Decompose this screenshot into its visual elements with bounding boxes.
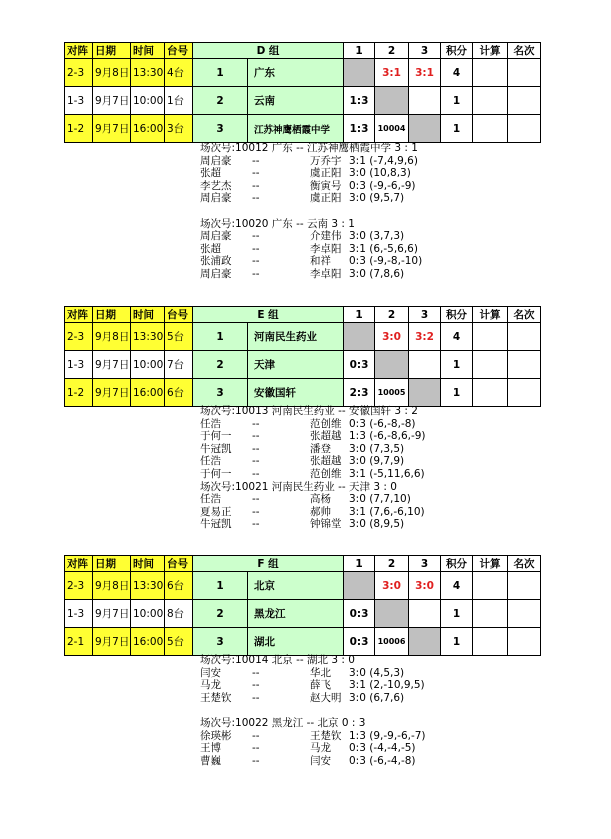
match-line [200, 192, 418, 205]
team-rank [508, 59, 541, 87]
header-time: 时间 [131, 43, 165, 59]
match-header: 场次号:10013 河南民生药业 -- 安徽国轩 3 : 2 [200, 405, 418, 417]
player-b: 张超越 [310, 455, 342, 468]
row-time: 13:30 [131, 323, 165, 351]
team-points: 4 [441, 572, 473, 600]
score-self [344, 59, 375, 87]
versus-dash: -- [252, 167, 260, 180]
player-a: 闫安 [200, 666, 221, 679]
match-header: 场次号:10022 黑龙江 -- 北京 0 : 3 [200, 716, 366, 729]
match-line [200, 505, 425, 519]
team-calc [473, 87, 508, 115]
team-number: 1 [193, 59, 248, 87]
player-b: 和祥 [310, 255, 331, 268]
team-calc [473, 379, 508, 407]
score-vs-3 [409, 87, 441, 115]
player-b: 马龙 [310, 742, 331, 755]
game-score: 3:1 (6,-5,6,6) [349, 242, 418, 255]
team-points: 1 [441, 87, 473, 115]
match-header: 场次号:10021 河南民生药业 -- 天津 3 : 0 [200, 480, 397, 493]
versus-dash: -- [252, 230, 260, 243]
row-date: 9月7日 [93, 351, 131, 379]
match-line [200, 443, 418, 456]
match-header: 场次号:10014 北京 -- 湖北 3 : 0 [200, 654, 355, 666]
team-calc [473, 572, 508, 600]
group-f-table-container [64, 555, 540, 656]
header-calc: 计算 [473, 43, 508, 59]
team-calc [473, 59, 508, 87]
player-a: 周启豪 [200, 267, 232, 280]
versus-dash: -- [252, 505, 260, 518]
score-vs-2: 3:1 [375, 59, 409, 87]
versus-dash: -- [252, 679, 260, 692]
header-date: 日期 [93, 307, 131, 323]
game-score: 3:0 (9,7,9) [349, 455, 405, 468]
match-line [200, 493, 418, 506]
team-number: 3 [193, 379, 248, 407]
player-b: 华北 [310, 666, 331, 679]
versus-dash: -- [252, 666, 260, 679]
match-line [200, 418, 418, 431]
row-time: 10:00 [131, 600, 165, 628]
player-b: 潘登 [310, 442, 331, 455]
player-b: 闫安 [310, 754, 331, 767]
header-table: 台号 [165, 307, 193, 323]
group-e-table [64, 306, 541, 407]
team-row [65, 572, 541, 600]
header-col-3: 3 [409, 556, 441, 572]
match-header: 场次号:10012 广东 -- 江苏神鹰栖霞中学 3 : 1 [200, 142, 418, 154]
header-col-1: 1 [344, 307, 375, 323]
team-number: 2 [193, 600, 248, 628]
team-rank [508, 628, 541, 656]
row-table: 8台 [165, 600, 193, 628]
match-line [200, 243, 418, 256]
game-score: 0:3 (-9,-6,-9) [349, 179, 416, 192]
row-vs: 2-3 [65, 572, 93, 600]
team-rank [508, 323, 541, 351]
group-f-table [64, 555, 541, 656]
group-name: E 组 [193, 307, 344, 323]
game-score: 3:0 (7,3,5) [349, 442, 405, 455]
team-name: 广东 [248, 59, 344, 87]
match-line [200, 691, 405, 705]
versus-dash: -- [252, 691, 260, 704]
group-header-row [65, 43, 541, 59]
row-vs: 1-2 [65, 379, 93, 407]
player-a: 牛冠凯 [200, 442, 232, 455]
score-self [344, 323, 375, 351]
team-number: 1 [193, 572, 248, 600]
team-calc [473, 351, 508, 379]
team-row [65, 351, 541, 379]
team-row [65, 379, 541, 407]
player-a: 张超 [200, 167, 221, 180]
team-points: 4 [441, 59, 473, 87]
team-row [65, 59, 541, 87]
header-vs: 对阵 [65, 556, 93, 572]
row-time: 10:00 [131, 351, 165, 379]
game-score: 0:3 (-9,-8,-10) [349, 255, 423, 268]
row-date: 9月7日 [93, 379, 131, 407]
team-number: 1 [193, 323, 248, 351]
spacer [200, 205, 418, 218]
group-e-table-container [64, 306, 540, 407]
team-calc [473, 115, 508, 143]
header-vs: 对阵 [65, 43, 93, 59]
header-rank: 名次 [508, 307, 541, 323]
game-score: 3:1 (2,-10,9,5) [349, 679, 425, 692]
team-name: 河南民生药业 [248, 323, 344, 351]
game-score: 3:1 (-7,4,9,6) [349, 154, 418, 167]
game-score: 3:0 (9,5,7) [349, 192, 405, 205]
versus-dash: -- [252, 430, 260, 443]
match-line [200, 754, 416, 768]
row-table: 4台 [165, 59, 193, 87]
row-table: 6台 [165, 379, 193, 407]
versus-dash: -- [252, 754, 260, 767]
versus-dash: -- [252, 455, 260, 468]
header-col-3: 3 [409, 307, 441, 323]
group-d-table-container [64, 42, 540, 143]
game-score: 3:0 (4,5,3) [349, 666, 405, 679]
match-line [200, 679, 425, 692]
player-a: 徐瑛彬 [200, 729, 232, 742]
team-name: 安徽国轩 [248, 379, 344, 407]
header-calc: 计算 [473, 307, 508, 323]
player-a: 牛冠凯 [200, 518, 232, 531]
score-vs-1: 0:3 [344, 351, 375, 379]
player-a: 曹巍 [200, 754, 221, 767]
score-vs-1: 0:3 [344, 628, 375, 656]
group-header-row [65, 556, 541, 572]
player-b: 介建伟 [310, 230, 342, 243]
team-calc [473, 628, 508, 656]
match-line [200, 230, 418, 243]
team-rank [508, 115, 541, 143]
player-a: 于何一 [200, 467, 232, 480]
player-a: 张超 [200, 242, 221, 255]
row-vs: 1-3 [65, 351, 93, 379]
row-table: 6台 [165, 572, 193, 600]
row-date: 9月7日 [93, 115, 131, 143]
header-time: 时间 [131, 307, 165, 323]
header-table: 台号 [165, 43, 193, 59]
row-time: 13:30 [131, 59, 165, 87]
score-vs-3: 3:1 [409, 59, 441, 87]
score-self [409, 379, 441, 407]
header-rank: 名次 [508, 43, 541, 59]
header-col-1: 1 [344, 556, 375, 572]
row-date: 9月8日 [93, 323, 131, 351]
team-rank [508, 87, 541, 115]
player-b: 王楚钦 [310, 729, 342, 742]
row-date: 9月7日 [93, 628, 131, 656]
team-points: 1 [441, 351, 473, 379]
match-line [200, 455, 418, 468]
match-line [200, 430, 426, 443]
header-calc: 计算 [473, 556, 508, 572]
player-a: 王楚钦 [200, 691, 232, 704]
player-b: 范创维 [310, 467, 342, 480]
score-vs-2: 3:0 [375, 323, 409, 351]
team-points: 4 [441, 323, 473, 351]
game-score: 0:3 (-6,-4,-8) [349, 754, 416, 767]
versus-dash: -- [252, 192, 260, 205]
score-vs-3 [409, 351, 441, 379]
row-time: 16:00 [131, 115, 165, 143]
score-self [375, 87, 409, 115]
team-points: 1 [441, 379, 473, 407]
player-a: 周启豪 [200, 154, 232, 167]
player-b: 李卓阳 [310, 267, 342, 280]
player-a: 周启豪 [200, 192, 232, 205]
group-e-match-details [200, 405, 426, 531]
player-b: 万乔宇 [310, 154, 342, 167]
player-b: 薛飞 [310, 679, 331, 692]
game-score: 3:0 (3,7,3) [349, 230, 405, 243]
score-vs-1: 0:3 [344, 600, 375, 628]
player-a: 周启豪 [200, 230, 232, 243]
team-row [65, 115, 541, 143]
player-a: 任浩 [200, 493, 221, 506]
score-vs-2: 10006 [375, 628, 409, 656]
match-line [200, 180, 418, 193]
header-col-3: 3 [409, 43, 441, 59]
team-number: 2 [193, 351, 248, 379]
score-vs-3 [409, 600, 441, 628]
group-f-match-details [200, 654, 426, 767]
team-name: 江苏神鹰栖霞中学 [248, 115, 344, 143]
score-vs-3: 3:0 [409, 572, 441, 600]
score-self [409, 628, 441, 656]
group-name: D 组 [193, 43, 344, 59]
row-time: 13:30 [131, 572, 165, 600]
row-date: 9月7日 [93, 600, 131, 628]
player-a: 马龙 [200, 679, 221, 692]
match-line [200, 666, 405, 680]
team-name: 湖北 [248, 628, 344, 656]
score-vs-1: 2:3 [344, 379, 375, 407]
header-points: 积分 [441, 43, 473, 59]
row-vs: 1-2 [65, 115, 93, 143]
team-name: 天津 [248, 351, 344, 379]
versus-dash: -- [252, 417, 260, 430]
group-name: F 组 [193, 556, 344, 572]
team-number: 2 [193, 87, 248, 115]
game-score: 3:0 (10,8,3) [349, 167, 411, 180]
player-b: 李卓阳 [310, 242, 342, 255]
match-line [200, 467, 425, 481]
game-score: 0:3 (-6,-8,-8) [349, 417, 416, 430]
player-b: 虞正阳 [310, 192, 342, 205]
game-score: 3:1 (-5,11,6,6) [349, 467, 425, 480]
versus-dash: -- [252, 518, 260, 531]
row-date: 9月8日 [93, 572, 131, 600]
team-points: 1 [441, 600, 473, 628]
player-b: 虞正阳 [310, 167, 342, 180]
player-b: 钟锦堂 [310, 518, 342, 531]
row-date: 9月7日 [93, 87, 131, 115]
team-row [65, 600, 541, 628]
match-line [200, 155, 418, 168]
game-score: 1:3 (9,-9,-6,-7) [349, 729, 426, 742]
team-rank [508, 572, 541, 600]
game-score: 3:0 (6,7,6) [349, 691, 405, 704]
player-a: 李艺杰 [200, 179, 232, 192]
header-col-2: 2 [375, 556, 409, 572]
game-score: 3:0 (8,9,5) [349, 518, 405, 531]
team-number: 3 [193, 628, 248, 656]
match-line [200, 167, 418, 180]
group-header-row [65, 307, 541, 323]
row-vs: 2-1 [65, 628, 93, 656]
player-b: 张超越 [310, 430, 342, 443]
player-b: 郝帅 [310, 505, 331, 518]
row-date: 9月8日 [93, 59, 131, 87]
player-a: 夏易正 [200, 505, 232, 518]
score-vs-1: 1:3 [344, 115, 375, 143]
player-b: 高杨 [310, 493, 331, 506]
game-score: 3:0 (7,7,10) [349, 493, 411, 506]
player-a: 王博 [200, 742, 221, 755]
match-line [200, 742, 416, 755]
versus-dash: -- [252, 242, 260, 255]
match-line [200, 255, 423, 268]
header-table: 台号 [165, 556, 193, 572]
versus-dash: -- [252, 255, 260, 268]
player-a: 任浩 [200, 455, 221, 468]
match-header: 场次号:10020 广东 -- 云南 3 : 1 [200, 217, 355, 230]
header-date: 日期 [93, 43, 131, 59]
versus-dash: -- [252, 179, 260, 192]
score-self [344, 572, 375, 600]
score-vs-2: 3:0 [375, 572, 409, 600]
row-vs: 2-3 [65, 59, 93, 87]
header-col-2: 2 [375, 307, 409, 323]
row-time: 10:00 [131, 87, 165, 115]
header-col-1: 1 [344, 43, 375, 59]
row-table: 5台 [165, 323, 193, 351]
score-self [375, 351, 409, 379]
game-score: 1:3 (-6,-8,6,-9) [349, 430, 426, 443]
score-vs-1: 1:3 [344, 87, 375, 115]
row-vs: 2-3 [65, 323, 93, 351]
score-vs-2: 10005 [375, 379, 409, 407]
player-b: 衡寅号 [310, 179, 342, 192]
versus-dash: -- [252, 154, 260, 167]
team-rank [508, 351, 541, 379]
header-col-2: 2 [375, 43, 409, 59]
team-rank [508, 600, 541, 628]
team-rank [508, 379, 541, 407]
team-name: 云南 [248, 87, 344, 115]
team-row [65, 628, 541, 656]
score-vs-3: 3:2 [409, 323, 441, 351]
header-date: 日期 [93, 556, 131, 572]
team-name: 黑龙江 [248, 600, 344, 628]
player-a: 任浩 [200, 417, 221, 430]
spacer [200, 704, 365, 717]
team-name: 北京 [248, 572, 344, 600]
row-table: 5台 [165, 628, 193, 656]
versus-dash: -- [252, 729, 260, 742]
row-table: 3台 [165, 115, 193, 143]
versus-dash: -- [252, 467, 260, 480]
player-a: 张浦政 [200, 255, 232, 268]
row-table: 1台 [165, 87, 193, 115]
team-number: 3 [193, 115, 248, 143]
versus-dash: -- [252, 742, 260, 755]
row-vs: 1-3 [65, 87, 93, 115]
group-d-table [64, 42, 541, 143]
team-row [65, 323, 541, 351]
team-points: 1 [441, 628, 473, 656]
versus-dash: -- [252, 267, 260, 280]
score-self [375, 600, 409, 628]
team-points: 1 [441, 115, 473, 143]
header-points: 积分 [441, 307, 473, 323]
group-d-match-details [200, 142, 423, 281]
match-line [200, 729, 426, 743]
player-b: 赵大明 [310, 691, 342, 704]
header-points: 积分 [441, 556, 473, 572]
versus-dash: -- [252, 493, 260, 506]
row-vs: 1-3 [65, 600, 93, 628]
header-vs: 对阵 [65, 307, 93, 323]
score-vs-2: 10004 [375, 115, 409, 143]
row-table: 7台 [165, 351, 193, 379]
game-score: 3:1 (7,6,-6,10) [349, 505, 425, 518]
team-calc [473, 323, 508, 351]
player-a: 于何一 [200, 430, 232, 443]
header-time: 时间 [131, 556, 165, 572]
match-line [200, 518, 418, 531]
game-score: 0:3 (-4,-4,-5) [349, 742, 416, 755]
versus-dash: -- [252, 442, 260, 455]
team-row [65, 87, 541, 115]
row-time: 16:00 [131, 628, 165, 656]
row-time: 16:00 [131, 379, 165, 407]
player-b: 范创维 [310, 417, 342, 430]
team-calc [473, 600, 508, 628]
score-self [409, 115, 441, 143]
match-line [200, 268, 418, 281]
header-rank: 名次 [508, 556, 541, 572]
game-score: 3:0 (7,8,6) [349, 267, 405, 280]
